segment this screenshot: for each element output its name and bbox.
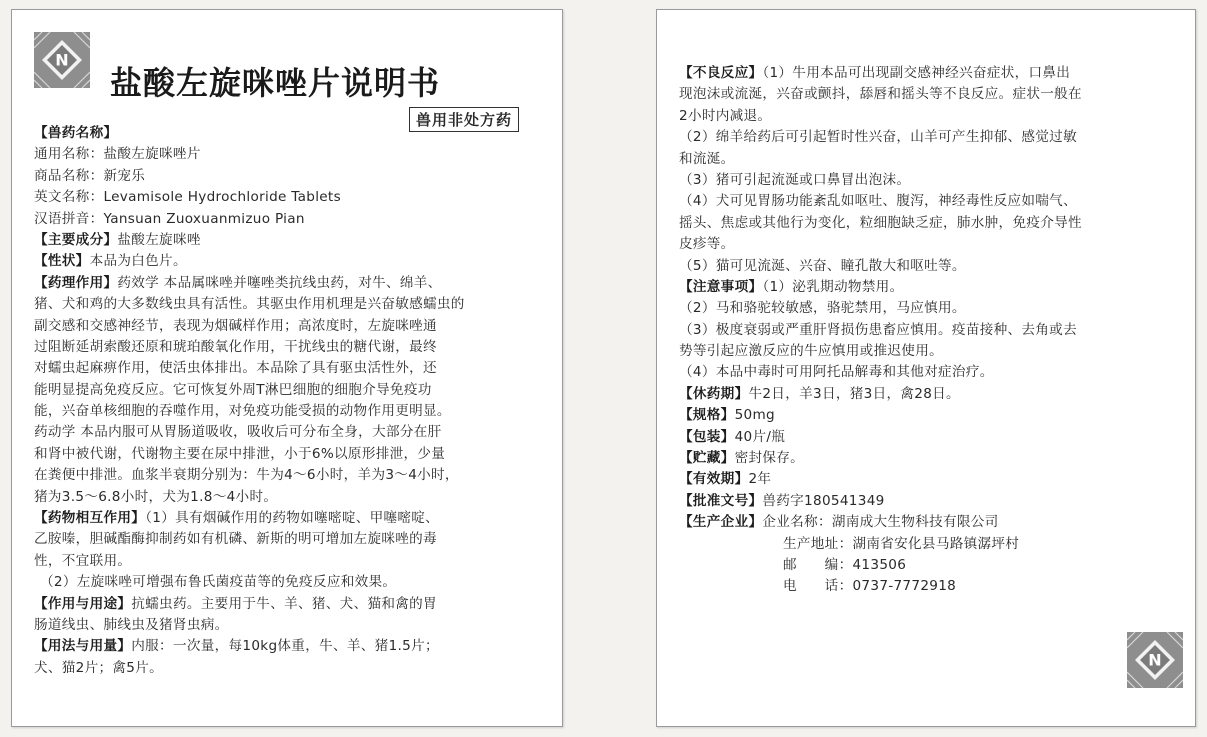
text-line bbox=[34, 380, 554, 401]
text-line bbox=[679, 491, 1183, 512]
text-line bbox=[34, 123, 554, 144]
text-line bbox=[34, 658, 554, 679]
section-heading: 【包装】 bbox=[679, 428, 735, 445]
line-text: 商品名称：新宠乐 bbox=[34, 167, 146, 184]
text-line bbox=[783, 555, 1183, 576]
text-line bbox=[34, 166, 554, 187]
text-line bbox=[679, 63, 1183, 84]
text-line bbox=[679, 405, 1183, 426]
line-text: 兽药字180541349 bbox=[762, 492, 885, 509]
text-line bbox=[34, 316, 554, 337]
line-text: 猪为3.5～6.8小时，犬为1.8～4小时。 bbox=[34, 488, 278, 505]
text-line bbox=[679, 84, 1183, 105]
line-text: 势等引起应激反应的牛应慎用或推迟使用。 bbox=[679, 343, 943, 360]
section-heading: 【性状】 bbox=[34, 253, 90, 270]
line-text: 电 话：0737-7772918 bbox=[783, 578, 957, 595]
text-line bbox=[679, 427, 1183, 448]
svg-text:N: N bbox=[55, 50, 69, 70]
line-text: （1）具有烟碱作用的药物如噻嘧啶、甲噻嘧啶、 bbox=[145, 510, 440, 527]
text-line bbox=[679, 213, 1183, 234]
text-line bbox=[679, 170, 1183, 191]
text-line bbox=[679, 106, 1183, 127]
line-text: 犬、猫2片；禽5片。 bbox=[34, 659, 164, 676]
line-text: 在粪便中排泄。血浆半衰期分别为：牛为4～6小时，羊为3～4小时， bbox=[34, 467, 459, 484]
text-line bbox=[34, 422, 554, 443]
instruction-page-right bbox=[656, 9, 1196, 727]
line-text: 密封保存。 bbox=[734, 450, 805, 467]
left-column-text bbox=[34, 123, 554, 679]
line-text: （4）本品中毒时可用阿托品解毒和其他对症治疗。 bbox=[679, 364, 994, 381]
text-line bbox=[679, 469, 1183, 490]
text-line bbox=[34, 529, 554, 550]
text-line bbox=[34, 465, 554, 486]
rx-status-badge: 兽用非处方药 bbox=[409, 107, 519, 132]
line-text: 英文名称：Levamisole Hydrochloride Tablets bbox=[34, 189, 341, 206]
text-line bbox=[34, 337, 554, 358]
line-text: 50mg bbox=[734, 407, 775, 424]
text-line bbox=[34, 444, 554, 465]
line-text: （5）猫可见流涎、兴奋、瞳孔散大和呕吐等。 bbox=[679, 257, 966, 274]
line-text: （2）左旋咪唑可增强布鲁氏菌疫苗等的免疫反应和效果。 bbox=[40, 574, 397, 591]
text-line bbox=[34, 508, 554, 529]
section-heading: 【贮藏】 bbox=[679, 450, 735, 467]
line-text: 生产地址：湖南省安化县马路镇潺坪村 bbox=[783, 535, 1020, 552]
text-line bbox=[34, 273, 554, 294]
line-text: （1）牛用本品可出现副交感神经兴奋症状，口鼻出 bbox=[762, 65, 1071, 81]
line-text: 抗蠕虫药。主要用于牛、羊、猪、犬、猫和禽的胃 bbox=[131, 595, 437, 612]
line-text: 摇头、焦虑或其他行为变化，粒细胞缺乏症，肺水肿，免疫介导性 bbox=[679, 214, 1082, 231]
section-heading: 【不良反应】 bbox=[679, 65, 763, 81]
right-column-text bbox=[679, 63, 1183, 598]
line-text: 现泡沫或流涎，兴奋或颤抖，舔唇和摇头等不良反应。症状一般在 bbox=[679, 86, 1082, 103]
line-text: 乙胺嗪，胆碱酯酶抑制药如有机磷、新斯的明可增加左旋咪唑的毒 bbox=[34, 531, 437, 548]
text-line bbox=[34, 230, 554, 251]
line-text: 皮疹等。 bbox=[679, 236, 735, 253]
instruction-page-left bbox=[11, 9, 563, 727]
section-heading: 【批准文号】 bbox=[679, 492, 763, 509]
line-text: （3）猪可引起流涎或口鼻冒出泡沫。 bbox=[679, 171, 911, 188]
section-heading: 【规格】 bbox=[679, 407, 735, 424]
line-text: 40片/瓶 bbox=[734, 428, 786, 445]
section-heading: 【主要成分】 bbox=[34, 231, 118, 248]
text-line bbox=[34, 294, 554, 315]
text-line bbox=[679, 127, 1183, 148]
section-heading: 【药理作用】 bbox=[34, 274, 118, 291]
line-text: 和流涎。 bbox=[679, 150, 735, 167]
line-text: （3）极度衰弱或严重肝肾损伤患畜应慎用。疫苗接种、去角或去 bbox=[679, 321, 1077, 338]
line-text: 性，不宜联用。 bbox=[34, 552, 132, 569]
section-heading: 【休药期】 bbox=[679, 385, 749, 402]
svg-text:N: N bbox=[1148, 650, 1162, 670]
line-text: （4）犬可见胃肠功能紊乱如呕吐、腹泻，神经毒性反应如喘气、 bbox=[679, 193, 1077, 210]
text-line bbox=[34, 358, 554, 379]
line-text: 2年 bbox=[748, 471, 772, 488]
text-line bbox=[679, 298, 1183, 319]
section-heading: 【作用与用途】 bbox=[34, 595, 132, 612]
text-line bbox=[679, 448, 1183, 469]
text-line bbox=[34, 251, 554, 272]
line-text: （1）泌乳期动物禁用。 bbox=[762, 278, 904, 295]
section-heading: 【注意事项】 bbox=[679, 278, 763, 295]
text-line bbox=[34, 401, 554, 422]
line-text: 能明显提高免疫反应。它可恢复外周T淋巴细胞的细胞介导免疫功 bbox=[34, 381, 432, 398]
line-text: 药效学 本品属咪唑并噻唑类抗线虫药，对牛、绵羊、 bbox=[117, 274, 442, 291]
line-text: 企业名称：湖南成大生物科技有限公司 bbox=[762, 514, 999, 531]
text-line bbox=[34, 594, 554, 615]
line-text: 汉语拼音：Yansuan Zuoxuanmizuo Pian bbox=[34, 210, 305, 227]
text-line bbox=[40, 572, 554, 593]
text-line bbox=[679, 341, 1183, 362]
line-text: 邮 编：413506 bbox=[783, 556, 907, 573]
brand-logo-icon bbox=[1127, 632, 1183, 688]
text-line bbox=[783, 576, 1183, 597]
text-line bbox=[34, 487, 554, 508]
line-text: 2小时内减退。 bbox=[679, 107, 772, 124]
section-heading: 【用法与用量】 bbox=[34, 638, 132, 655]
text-line bbox=[679, 320, 1183, 341]
line-text: 能，兴奋单核细胞的吞噬作用，对免疫功能受损的动物作用更明显。 bbox=[34, 403, 451, 420]
line-text: 对蠕虫起麻痹作用，使活虫体排出。本品除了具有驱虫活性外，还 bbox=[34, 360, 437, 377]
line-text: 通用名称：盐酸左旋咪唑片 bbox=[34, 146, 201, 163]
section-heading: 【兽药名称】 bbox=[34, 125, 118, 141]
line-text: （2）绵羊给药后可引起暂时性兴奋，山羊可产生抑郁、感觉过敏 bbox=[679, 129, 1077, 146]
line-text: 本品为白色片。 bbox=[89, 253, 187, 270]
line-text: 盐酸左旋咪唑 bbox=[117, 231, 201, 248]
line-text: 和肾中被代谢，代谢物主要在尿中排泄，小于6%以原形排泄，少量 bbox=[34, 445, 446, 462]
document-title: 盐酸左旋咪唑片说明书 bbox=[110, 64, 441, 102]
text-line bbox=[34, 615, 554, 636]
text-line bbox=[679, 362, 1183, 383]
section-heading: 【生产企业】 bbox=[679, 514, 763, 531]
text-line bbox=[679, 277, 1183, 298]
text-line bbox=[783, 534, 1183, 555]
text-line bbox=[34, 144, 554, 165]
text-line bbox=[679, 149, 1183, 170]
text-line bbox=[679, 191, 1183, 212]
line-text: 过阻断延胡索酸还原和琥珀酸氧化作用，干扰线虫的糖代谢，最终 bbox=[34, 338, 437, 355]
text-line bbox=[34, 209, 554, 230]
text-line bbox=[679, 256, 1183, 277]
line-text: 肠道线虫、肺线虫及猪肾虫病。 bbox=[34, 616, 229, 633]
section-heading: 【有效期】 bbox=[679, 471, 749, 488]
text-line bbox=[34, 187, 554, 208]
line-text: 猪、犬和鸡的大多数线虫具有活性。其驱虫作用机理是兴奋敏感蠕虫的 bbox=[34, 296, 465, 313]
brand-logo-icon bbox=[34, 32, 90, 88]
line-text: 药动学 本品内服可从胃肠道吸收，吸收后可分布全身，大部分在肝 bbox=[34, 424, 442, 441]
text-line bbox=[679, 234, 1183, 255]
text-line bbox=[679, 384, 1183, 405]
line-text: 牛2日，羊3日，猪3日，禽28日。 bbox=[748, 385, 960, 402]
text-line bbox=[34, 551, 554, 572]
text-line bbox=[679, 512, 1183, 533]
line-text: （2）马和骆驼较敏感，骆驼禁用，马应慎用。 bbox=[679, 300, 966, 317]
line-text: 内服：一次量，每10kg体重，牛、羊、猪1.5片； bbox=[131, 638, 439, 655]
section-heading: 【药物相互作用】 bbox=[34, 510, 146, 527]
text-line bbox=[34, 636, 554, 657]
line-text: 副交感和交感神经节，表现为烟碱样作用；高浓度时，左旋咪唑通 bbox=[34, 317, 437, 334]
